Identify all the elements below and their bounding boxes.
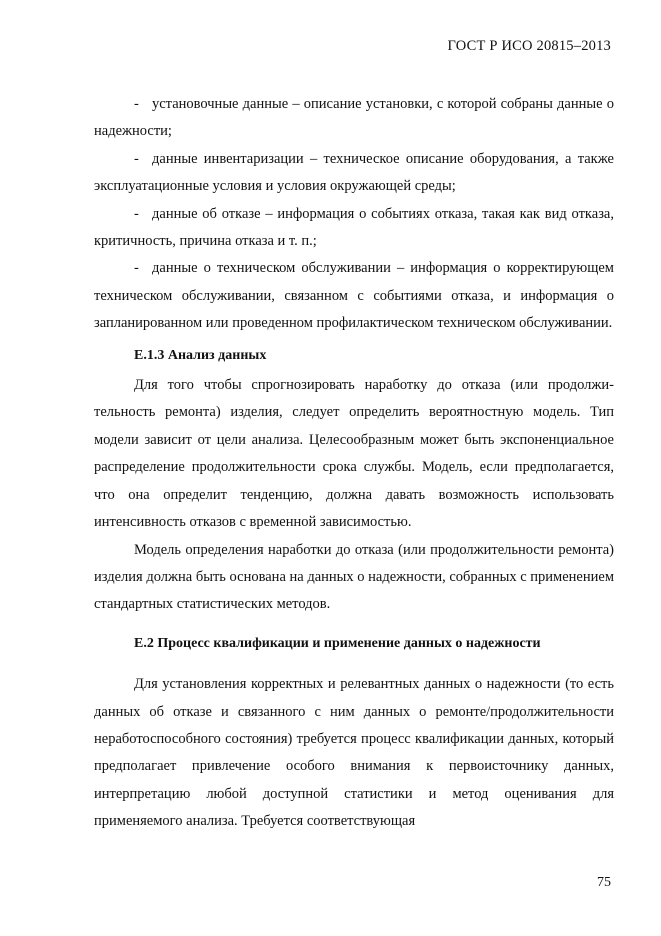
bullet-dash: - — [134, 150, 139, 167]
bullet-text: данные об отказе – информация о событиях отказа, такая как вид отказа, критичность, причина отказа и т. п.; — [94, 205, 614, 250]
bullet-text: данные о техническом обслуживании – информация о корректирующем техническом обслуживании, связанном с событиями отказа, и информация о запланированном или проведенном профилактическом техническом обслуживании. — [94, 260, 614, 332]
bullet-item-inventory-data — [94, 146, 614, 201]
bullet-dash: - — [134, 96, 139, 112]
paragraph: Для установления корректных и релевантных данных о надежности (то есть данных об отказе и связанного с ним данных о ремонте/продолжительности неработоспособного состояния) требуется процесс квалификации данных, который предполагает привлечение особого внимания к первоисточнику данных, интерпретацию любой доступной статистики и метод оценивания для применяемого анализа. Требуется соответствующая — [94, 676, 614, 830]
bullet-dash: - — [134, 205, 139, 222]
document-id-header: ГОСТ Р ИСО 20815–2013 — [447, 38, 611, 54]
paragraph: Для того чтобы спрогнозировать наработку до отказа (или продолжительность ремонта) изделия, следует определить вероятностную модель. Тип модели зависит от цели анализа. Целесообразным может быть экспоненциальное распределение продолжительности срока службы. Модель, если предполагается, что она определит тенденцию, должна давать возможность использовать интенсивность отказов с временной зависимостью. — [94, 377, 614, 531]
page-body — [94, 91, 614, 836]
bullet-dash: - — [134, 260, 139, 277]
bullet-item-maintenance-data — [94, 255, 614, 337]
bullet-item-installation-data — [94, 91, 614, 146]
bullet-text: данные инвентаризации – техническое описание оборудования, а также эксплуатационные условия и условия окружающей среды; — [94, 150, 614, 195]
bullet-item-failure-data — [94, 201, 614, 256]
section-heading-e2: Е.2 Процесс квалификации и применение данных о надежности — [134, 635, 541, 651]
section-heading-e13: Е.1.3 Анализ данных — [134, 347, 267, 363]
page-number: 75 — [597, 875, 611, 890]
bullet-text: установочные данные – описание установки, с которой собраны данные о надежности; — [94, 96, 614, 140]
paragraph: Модель определения наработки до отказа (или продолжительности ремонта) изделия должна быть основана на данных о надежности, собранных с применением стандартных статистических методов. — [94, 541, 614, 613]
